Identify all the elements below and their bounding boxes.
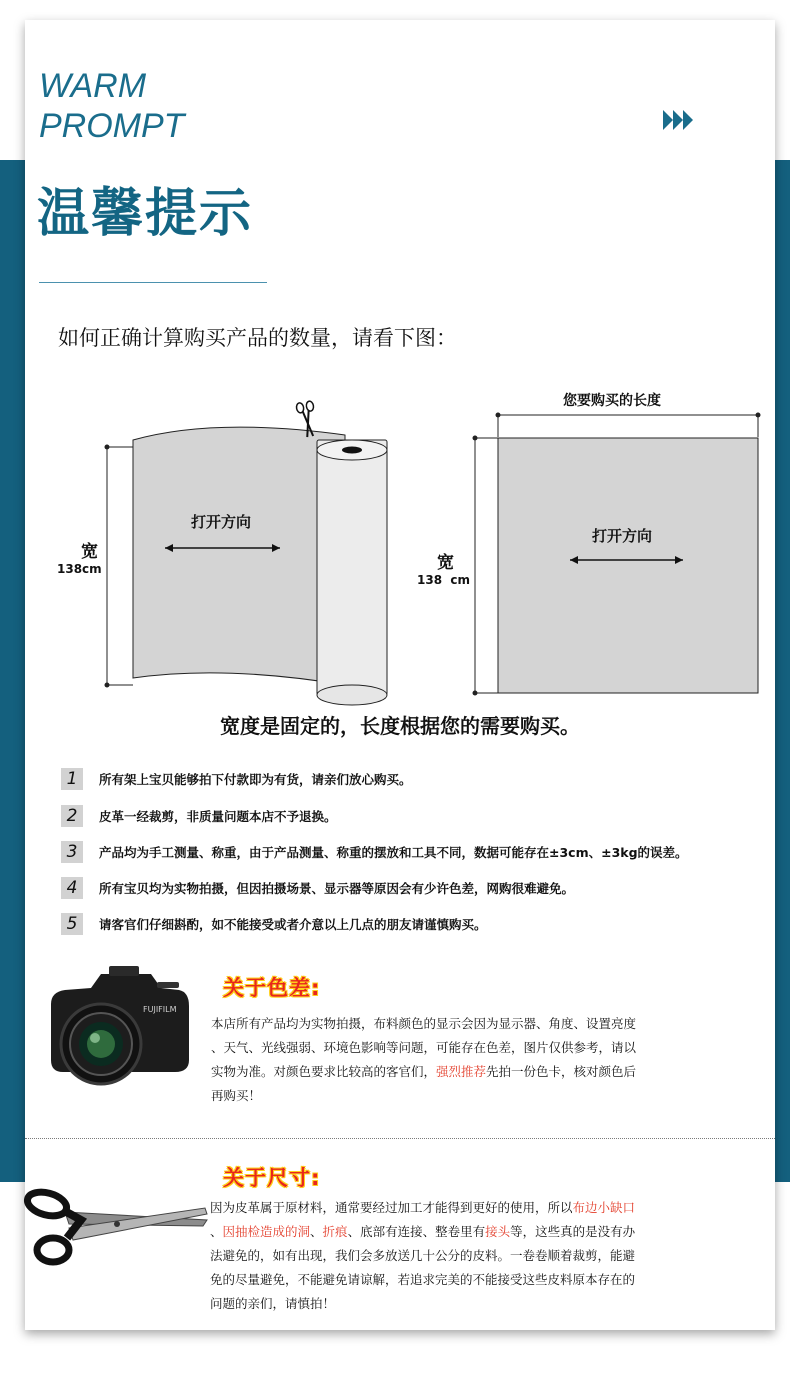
left-width-value: 138cm [57,562,102,576]
right-width-label: 宽 [437,553,454,573]
right-length-label: 您要购买的长度 [563,393,661,409]
howto-heading: 如何正确计算购买产品的数量，请看下图： [58,326,457,350]
highlight-text: 布边小缺口 [572,1200,636,1215]
rule-text: 所有架上宝贝能够拍下付款即为有货，请亲们放心购买。 [99,772,412,787]
rule-number: 1 [61,768,83,790]
scissors-picture [25,1180,210,1275]
roll-diagram [105,427,388,705]
highlight-text: 强烈推荐 [436,1064,487,1079]
rule-number: 4 [61,877,83,899]
right-width-value: 138 cm [417,573,471,587]
left-direction-label: 打开方向 [191,513,252,531]
rule-number: 2 [61,805,83,827]
right-direction-label: 打开方向 [592,527,653,545]
highlight-text: 折痕 [322,1224,348,1239]
header-en-title: WARM PROMPT [39,67,185,145]
camera-icon [43,962,193,1087]
left-width-label: 宽 [81,542,98,562]
highlight-text: 接头 [485,1224,511,1239]
purchase-diagram [57,365,765,705]
header-cn-title: 温馨提示 [37,184,254,244]
rule-text: 所有宝贝均为实物拍摄，但因拍摄场景、显示器等原因会有少许色差，网购很难避免。 [99,881,575,896]
size-section-title: 关于尺寸: [223,1166,321,1190]
rule-number: 5 [61,913,83,935]
camera-brand: FUJIFILM [143,1005,177,1014]
highlight-text: 因抽检造成的洞 [222,1224,311,1239]
rule-text: 请客官们仔细斟酌，如不能接受或者介意以上几点的朋友请谨慎购买。 [99,917,487,932]
size-section-body: 因为皮革属于原材料，通常要经过加工才能得到更好的使用，所以布边小缺口 、因抽检造成的洞、折痕、底部有连接、整卷里有接头等，这些真的是没有办 法避免的，如有出现，我们会多放送几十公分的皮料。一卷卷顺着裁剪，能避 免的尽量避免，不能避免请谅解，若追求完美的不能接受这些皮料原本存在的 问题的亲们，请慎拍！ [210,1200,636,1311]
triple-chevron-right-icon [663,108,695,132]
section-divider [25,1138,775,1139]
rule-text: 皮革一经裁剪，非质量问题本店不予退换。 [99,809,337,824]
rule-text: 产品均为手工测量、称重，由于产品测量、称重的摆放和工具不同，数据可能存在±3cm、±3kg的误差。 [99,845,688,860]
color-section-title: 关于色差: [223,976,321,1000]
content-card [25,20,775,1330]
sheet-diagram [473,413,761,696]
rule-number: 3 [61,841,83,863]
width-note: 宽度是固定的，长度根据您的需要购买。 [220,714,580,738]
title-underline [39,282,267,283]
color-section-body: 本店所有产品均为实物拍摄，布料颜色的显示会因为显示器、角度、设置亮度 、天气、光线强弱、环境色影响等问题，可能存在色差，图片仅供参考，请以 实物为准。对颜色要求比较高的客官们，强烈推荐先拍一份色卡，核对颜色后 再购买！ [211,1016,637,1103]
